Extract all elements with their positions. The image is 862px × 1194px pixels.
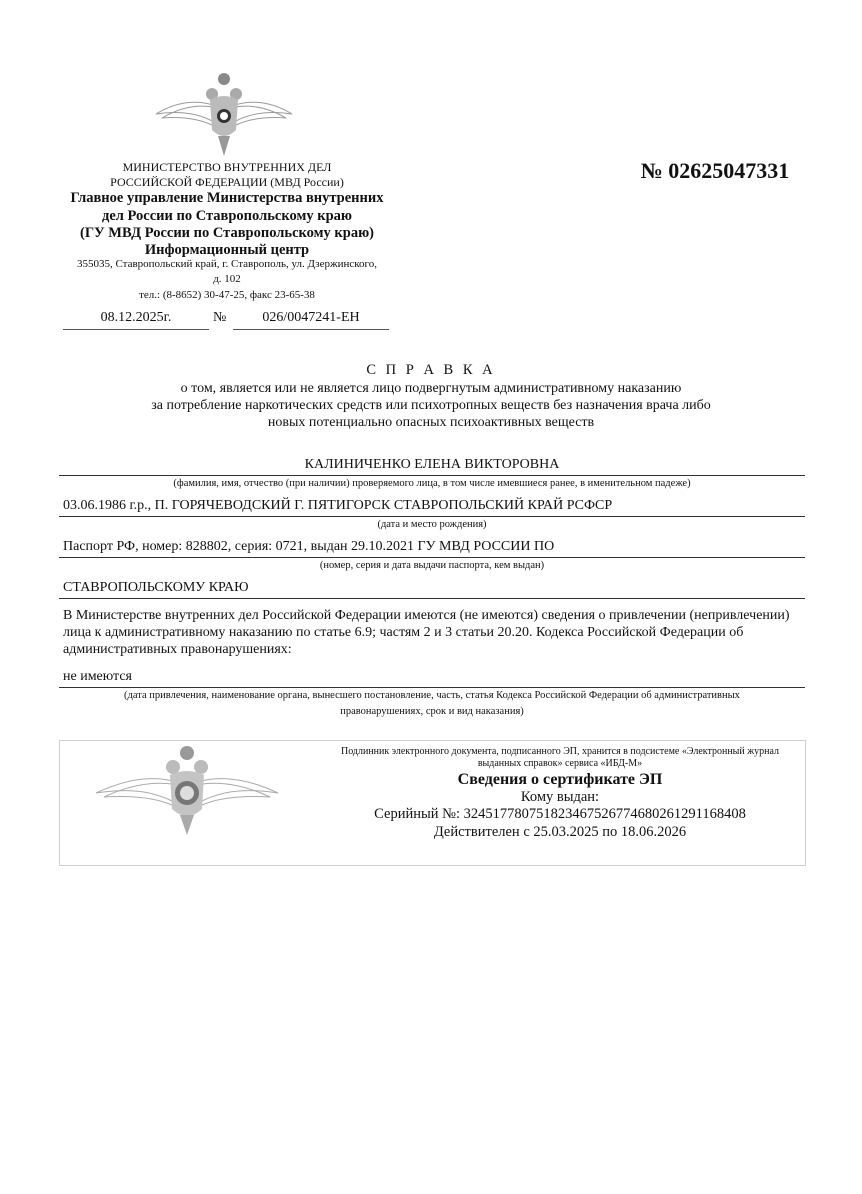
certificate-validity: Действителен с 25.03.2025 по 18.06.2026: [433, 824, 687, 840]
certificate-serial: [330, 806, 790, 823]
subtitle-line-3: новых потенциально опасных психоактивных веществ: [267, 415, 595, 430]
document-number: № 02625047331: [640, 158, 790, 183]
result-hint-line-1: (дата привлечения, наименование органа, вынесшего постановление, часть, статья Кодекса Российской Федерации об административных: [124, 690, 740, 701]
dept-line-2: дел России по Ставропольскому краю: [102, 208, 352, 224]
address-line-1: 355035, Ставропольский край, г. Ставрополь, ул. Дзержинского,: [76, 258, 378, 270]
issue-date: 08.12.2025г.: [63, 308, 209, 330]
mvd-emblem-icon: [94, 745, 280, 837]
birth-field: 03.06.1986 г.р., П. ГОРЯЧЕВОДСКИЙ Г. ПЯТИГОРСК СТАВРОПОЛЬСКИЙ КРАЙ РСФСР: [59, 497, 805, 517]
document-title: С П Р А В К А: [366, 362, 496, 378]
subtitle-line-2: за потребление наркотических средств или психотропных веществ без назначения врача либо: [151, 398, 711, 413]
full-name-hint: (фамилия, имя, отчество (при наличии) проверяемого лица, в том числе имевшиеся ранее, в именительном падеже): [173, 478, 691, 489]
full-name-field: КАЛИНИЧЕНКО ЕЛЕНА ВИКТОРОВНА: [59, 456, 805, 476]
certificate-issued-to: Кому выдан:: [520, 789, 600, 805]
phone-line: тел.: (8-8652) 30-47-25, факс 23-65-38: [139, 289, 315, 301]
signature-note-line-1: Подлинник электронного документа, подписанного ЭП, хранится в подсистеме «Электронный журнал: [340, 746, 780, 757]
certificate-title: Сведения о сертификате ЭП: [457, 771, 663, 788]
ministry-line-1: МИНИСТЕРСТВО ВНУТРЕННИХ ДЕЛ: [122, 160, 332, 174]
certificate-serial-label: Серийный №:: [374, 806, 460, 822]
dept-line-3: (ГУ МВД России по Ставропольскому краю): [79, 225, 374, 241]
signature-note-line-2: выданных справок» сервиса «ИБД-М»: [477, 758, 643, 769]
passport-hint: (номер, серия и дата выдачи паспорта, кем выдан): [319, 560, 545, 571]
result-field: не имеются: [59, 668, 805, 688]
address-line-2: д. 102: [213, 273, 241, 285]
dept-line-1: Главное управление Министерства внутренних: [70, 190, 384, 206]
passport-field-line-1: Паспорт РФ, номер: 828802, серия: 0721, выдан 29.10.2021 ГУ МВД РОССИИ ПО: [59, 538, 805, 558]
ministry-line-2: РОССИЙСКОЙ ФЕДЕРАЦИИ (МВД России): [110, 175, 344, 189]
birth-hint: (дата и место рождения): [377, 519, 487, 530]
statement-paragraph: В Министерстве внутренних дел Российской Федерации имеются (не имеются) сведения о привлечении (непривлечении) лица к административному наказанию по статье 6.9; частям 2 и 3 статьи 20.20. Кодекса Российской Федерации об административных правонарушениях:: [63, 608, 790, 657]
result-hint-line-2: правонарушениях, срок и вид наказания): [340, 706, 524, 717]
number-sign: №: [213, 310, 227, 325]
issuer-block: [62, 160, 392, 305]
mvd-emblem-icon: [152, 70, 296, 158]
certificate-serial-value: 324517780751823467526774680261291168408: [463, 806, 746, 822]
passport-field-line-2: СТАВРОПОЛЬСКОМУ КРАЮ: [59, 579, 805, 599]
subtitle-line-1: о том, является или не является лицо подвергнутым административному наказанию: [180, 381, 682, 396]
dept-line-4: Информационный центр: [144, 242, 310, 258]
registration-number: 026/0047241-ЕН: [233, 308, 389, 330]
